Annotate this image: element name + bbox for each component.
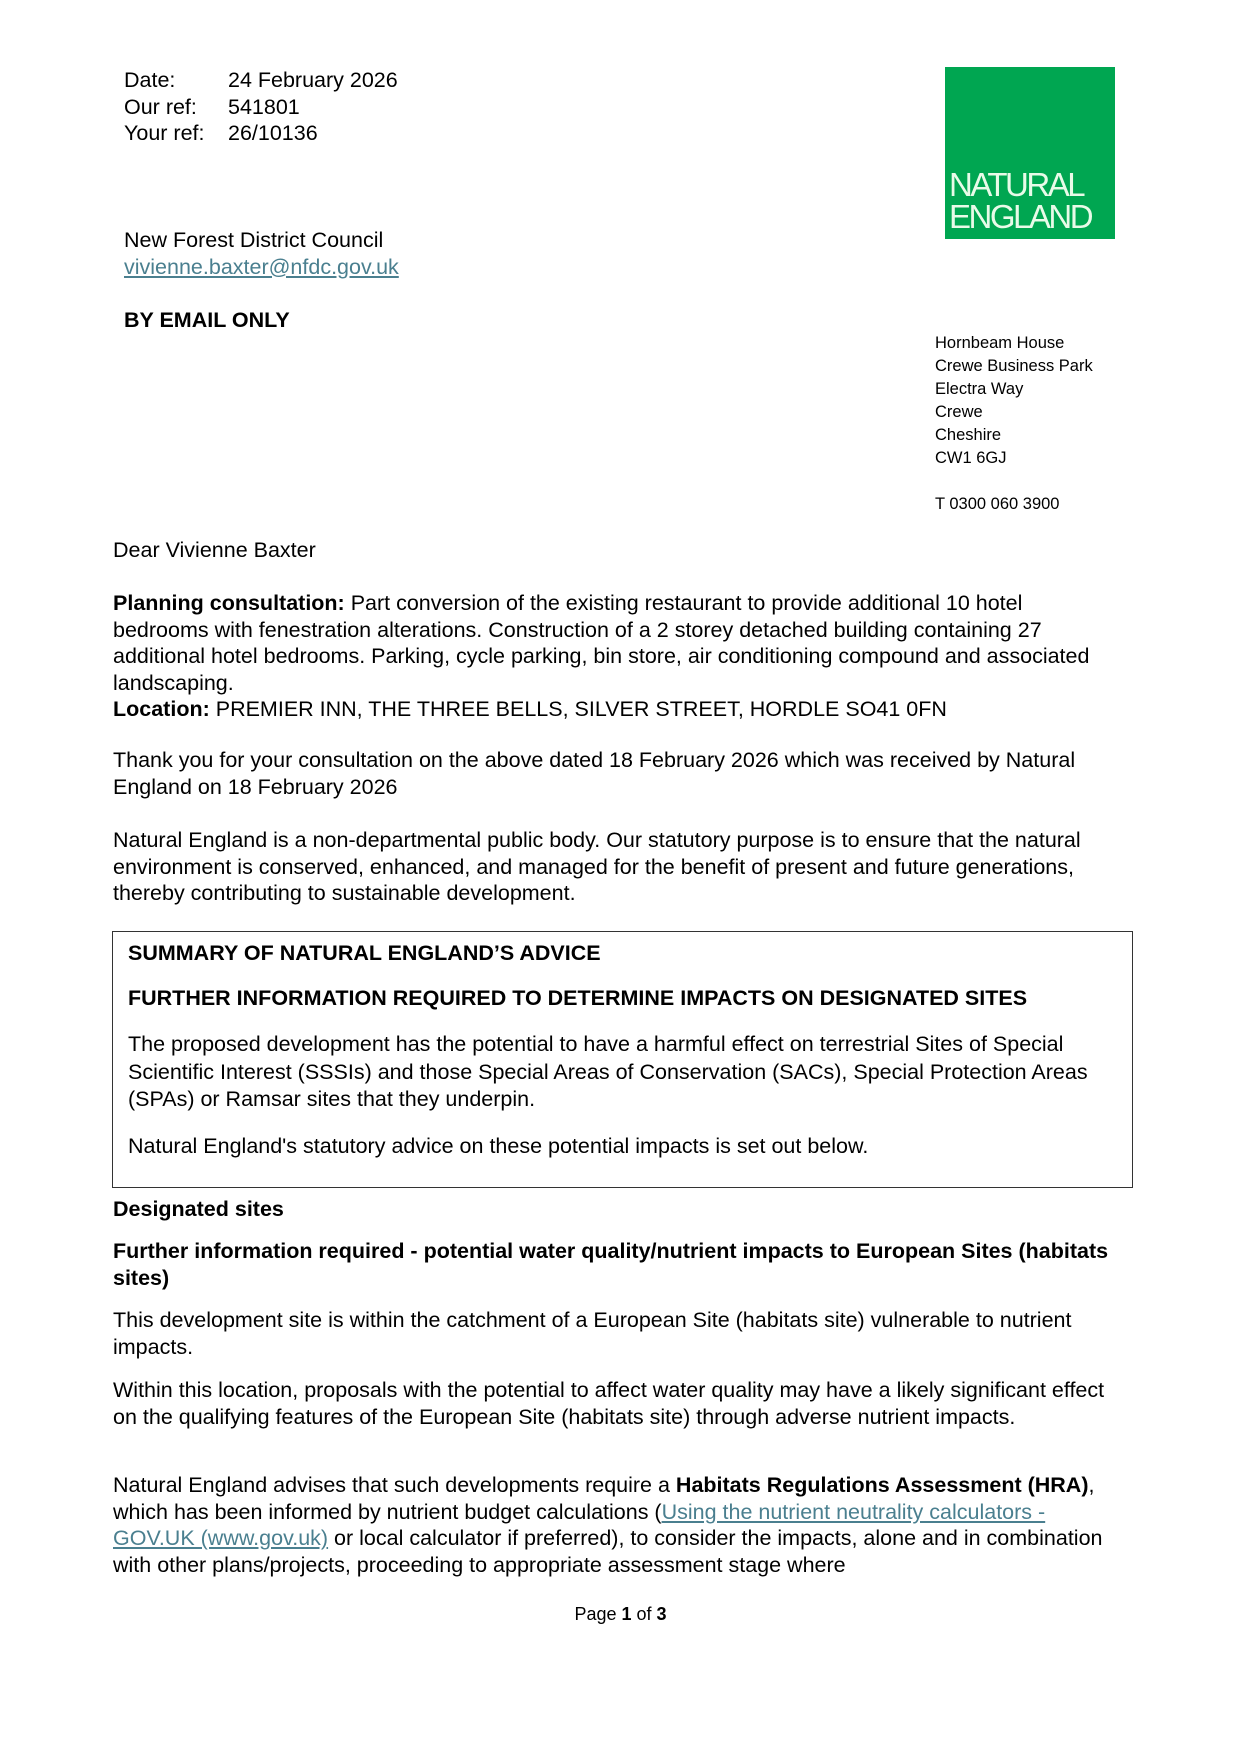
page-prefix: Page	[574, 1604, 622, 1624]
summary-box	[112, 931, 1133, 1188]
para3-text: Natural England advises that such developments require a	[113, 1473, 676, 1497]
location-label: Location:	[113, 697, 210, 721]
our-ref-label: Our ref:	[124, 94, 197, 119]
consultation-block	[113, 590, 1123, 723]
summary-paragraph: The proposed development has the potential to have a harmful effect on terrestrial Sites of Special Scientific Interest (SSSIs) and those Special Areas of Conservation (SACs), Special Protection Areas (SPAs) or Ramsar sites that they underpin.	[128, 1032, 1088, 1111]
designated-subheading: Further information required - potential water quality/nutrient impacts to European Sites (habitats sites)	[113, 1239, 1109, 1290]
para3-text: , which has been informed by nutrient budget calculations (	[113, 1473, 1095, 1524]
reference-block	[124, 67, 398, 147]
natural-england-logo	[945, 67, 1115, 239]
your-ref-value: 26/10136	[228, 121, 318, 145]
summary-subheading: FURTHER INFORMATION REQUIRED TO DETERMINE IMPACTS ON DESIGNATED SITES	[128, 986, 1028, 1010]
consultation-label: Planning consultation:	[113, 591, 345, 615]
recipient-name: New Forest District Council	[124, 228, 384, 252]
our-ref-value: 541801	[228, 94, 300, 119]
summary-heading: SUMMARY OF NATURAL ENGLAND’S ADVICE	[128, 941, 601, 965]
designated-paragraph-2: Within this location, proposals with the potential to affect water quality may have a likely significant effect on the qualifying features of the European Site (habitats site) through adverse nutrient impacts.	[113, 1378, 1105, 1429]
location-text: PREMIER INN, THE THREE BELLS, SILVER STREET, HORDLE SO41 0FN	[209, 697, 947, 721]
your-ref-label: Your ref:	[124, 121, 205, 145]
page-number	[0, 1604, 1241, 1625]
total-pages: 3	[656, 1604, 667, 1624]
delivery-note: BY EMAIL ONLY	[124, 308, 290, 332]
logo-line-2: ENGLAND	[949, 198, 1092, 235]
address-line: Crewe	[935, 403, 983, 421]
address-line: Hornbeam House	[935, 334, 1065, 352]
thanks-paragraph: Thank you for your consultation on the above dated 18 February 2026 which was received by Natural England on 18 February 2026	[113, 748, 1076, 799]
para3-text: or local calculator if preferred), to consider the impacts, alone and in combination with other plans/projects, proceeding to appropriate assessment stage where	[113, 1526, 1103, 1577]
salutation: Dear Vivienne Baxter	[113, 538, 316, 562]
page-of: of	[631, 1604, 657, 1624]
address-line: Crewe Business Park	[935, 357, 1093, 375]
recipient-block	[124, 227, 399, 334]
address-line: Electra Way	[935, 380, 1024, 398]
designated-paragraph-3	[113, 1472, 1123, 1578]
designated-sites-heading: Designated sites	[113, 1197, 284, 1221]
current-page: 1	[621, 1604, 632, 1624]
address-line: CW1 6GJ	[935, 449, 1007, 467]
purpose-paragraph: Natural England is a non-departmental public body. Our statutory purpose is to ensure that the natural environment is conserved, enhanced, and managed for the benefit of present and future generations, thereby contributing to sustainable development.	[113, 828, 1081, 905]
address-line: Cheshire	[935, 426, 1002, 444]
sender-address	[935, 332, 1093, 516]
sender-phone: T 0300 060 3900	[935, 495, 1060, 513]
consultation-text: Part conversion of the existing restaurant to provide additional 10 hotel bedrooms with fenestration alterations. Construction of a 2 storey detached building containing 27 additional hotel bedrooms. Parking, cycle parking, bin store, air conditioning compound and associated landscaping.	[113, 591, 1090, 695]
hra-term: Habitats Regulations Assessment (HRA)	[675, 1473, 1089, 1497]
designated-paragraph-1: This development site is within the catchment of a European Site (habitats site) vulnerable to nutrient impacts.	[113, 1308, 1072, 1359]
nutrient-calculator-link[interactable]: Using the nutrient neutrality calculators - GOV.UK (www.gov.uk)	[113, 1499, 1046, 1550]
recipient-email-link[interactable]: vivienne.baxter@nfdc.gov.uk	[124, 254, 399, 279]
date-label: Date:	[124, 68, 176, 92]
date-value: 24 February 2026	[228, 68, 398, 92]
summary-paragraph-2: Natural England's statutory advice on these potential impacts is set out below.	[128, 1134, 869, 1158]
logo-line-1: NATURAL	[949, 166, 1084, 203]
